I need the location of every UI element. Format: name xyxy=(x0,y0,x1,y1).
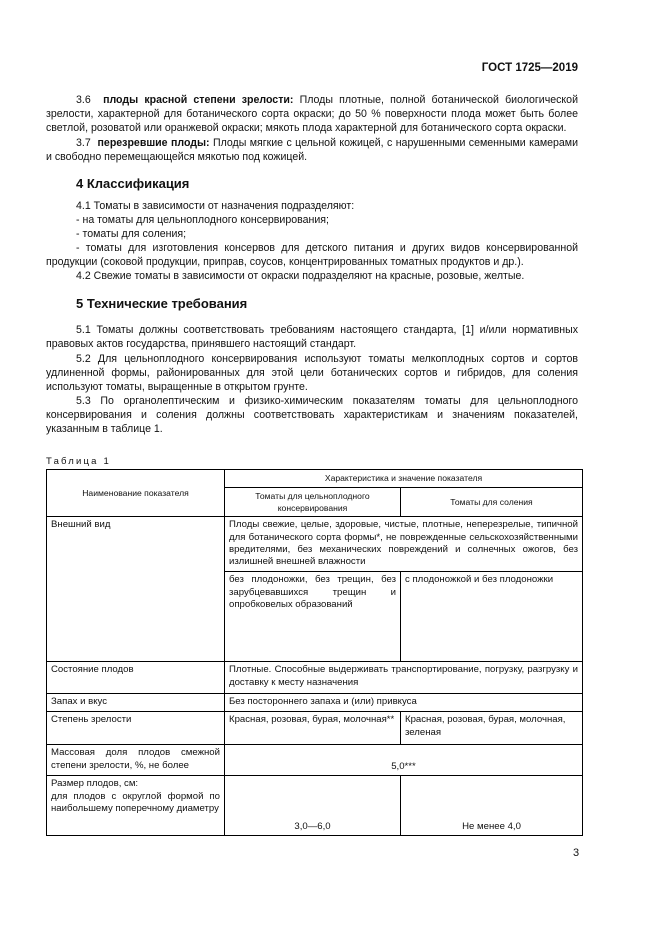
section-4-title: 4 Классификация xyxy=(76,176,190,191)
cell-mass-name: Массовая доля плодов смежной степени зрелости, %, не более xyxy=(47,745,225,776)
cell-appearance-name: Внешний вид xyxy=(47,517,225,662)
list-item: - томаты для изготовления консервов для детского питания и других видов консервированной продукции (соковой продукции, приправ, соусов, концентрированных томатных продуктов и др.). xyxy=(46,242,578,269)
cell-ripeness-name: Степень зрелости xyxy=(47,712,225,745)
header-indicator-name: Наименование показателя xyxy=(47,470,225,517)
section-5-title: 5 Технические требования xyxy=(76,296,248,311)
table-row xyxy=(47,662,583,694)
list-item: - на томаты для цельноплодного консервирования; xyxy=(76,214,329,226)
cell-smell-name: Запах и вкус xyxy=(47,694,225,712)
table-row xyxy=(47,745,583,776)
cell-condition-name: Состояние плодов xyxy=(47,662,225,694)
cell-mass-value: 5,0*** xyxy=(225,745,583,776)
cell-appearance-whole: без плодоножки, без трещин, без зарубцевавшихся трещин и опробковелых образований xyxy=(225,572,401,662)
paragraph-4-1: 4.1 Томаты в зависимости от назначения подразделяют: xyxy=(76,200,355,212)
cell-size-salt: Не менее 4,0 xyxy=(401,776,583,836)
cell-size-whole: 3,0—6,0 xyxy=(225,776,401,836)
header-characteristic-group: Характеристика и значение показателя xyxy=(225,470,583,488)
cell-condition-value: Плотные. Способные выдерживать транспортирование, погрузку, разгрузку и доставку к месту назначения xyxy=(225,662,583,694)
paragraph-3-7: 3.7 перезревшие плоды: Плоды мягкие с цельной кожицей, с нарушенными семенными камерами и свободно перемещающейся мякотью под кожицей. xyxy=(46,137,578,164)
paragraph-5-1: 5.1 Томаты должны соответствовать требованиям настоящего стандарта, [1] и/или нормативных правовых актов государства, принявшего настоящий стандарт. xyxy=(46,324,578,351)
cell-ripeness-salt: Красная, розовая, бурая, молочная, зеленая xyxy=(401,712,583,745)
table-header-row xyxy=(47,470,583,488)
paragraph-5-2: 5.2 Для цельноплодного консервирования используют томаты мелкоплодных сортов и сортов удлиненной формы, районированных для этой цели ботанических сортов и гибридов, для соления используют томаты, выращенные в открытом грунте. xyxy=(46,353,578,394)
paragraph-3-6: 3.6 плоды красной степени зрелости: Плоды плотные, полной ботанической биологической зрелости, характерной для ботанического сорта окраски; до 50 % поверхности плода может быть более светлой, розоватой или оранжевой окраски; мякоть плода характерной для ботанического сорта окраски. xyxy=(46,94,578,135)
header-salting: Томаты для соления xyxy=(401,488,583,517)
document-header-id: ГОСТ 1725—2019 xyxy=(481,62,578,74)
cell-appearance-salt: с плодоножкой и без плодоножки xyxy=(401,572,583,662)
table-row xyxy=(47,712,583,745)
table-row xyxy=(47,517,583,572)
list-item: - томаты для соления; xyxy=(76,228,187,240)
cell-size-name: Размер плодов, см: для плодов с округлой формой по наибольшему поперечному диаметру xyxy=(47,776,225,836)
paragraph-4-2: 4.2 Свежие томаты в зависимости от окраски подразделяют на красные, розовые, желтые. xyxy=(76,270,525,282)
term-overripe: перезревшие плоды: xyxy=(97,137,210,149)
cell-smell-value: Без постороннего запаха и (или) привкуса xyxy=(225,694,583,712)
indicators-table xyxy=(46,469,583,836)
table-caption: Таблица 1 xyxy=(46,456,111,467)
table-row xyxy=(47,694,583,712)
paragraph-5-3: 5.3 По органолептическим и физико-химическим показателям томаты для цельноплодного консервирования и соления должны соответствовать характеристикам и значениям показателей, указанным в таблице 1. xyxy=(46,395,578,436)
cell-ripeness-whole: Красная, розовая, бурая, молочная** xyxy=(225,712,401,745)
page-number: 3 xyxy=(573,847,580,859)
table-row xyxy=(47,776,583,836)
cell-appearance-common: Плоды свежие, целые, здоровые, чистые, плотные, неперезрелые, типичной для ботанического сорта формы*, не поврежденные сельскохозяйственными вредителями, без механических повреждений и солнечных ожогов, без излишней внешней влажности xyxy=(225,517,583,572)
header-whole-preservation: Томаты для цельноплодного консервирования xyxy=(225,488,401,517)
term-red-ripeness: плоды красной степени зрелости: xyxy=(103,94,294,106)
